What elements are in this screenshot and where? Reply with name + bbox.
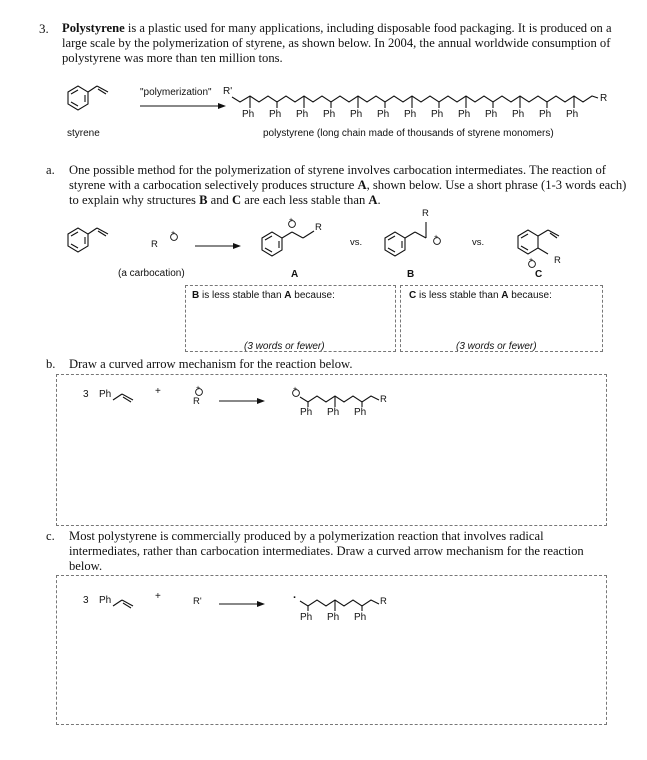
carbocation-R: R: [151, 239, 158, 250]
polymer-end-group: R: [600, 93, 608, 104]
part-c-coefficient: 3: [83, 595, 89, 606]
part-b-text: Draw a curved arrow mechanism for the reaction below.: [69, 357, 353, 371]
part-b-coefficient: 3: [83, 389, 89, 400]
part-c-ph: Ph: [99, 595, 112, 606]
part-b-letter: b.: [46, 357, 56, 371]
part-a-letter: a.: [46, 163, 55, 177]
polymer-chain: [232, 96, 598, 102]
box-B-prompt: B is less stable than A because:: [192, 290, 335, 301]
A-R: R: [315, 222, 322, 233]
part-b-plus: +: [155, 386, 161, 397]
part-a-styrene: [68, 228, 108, 252]
C-R: R: [554, 255, 561, 266]
part-c-radical-dot: ·: [293, 592, 297, 604]
part-c-radical: R': [193, 596, 202, 607]
part-b-cation-plus: +: [196, 385, 201, 392]
label-A: A: [291, 269, 299, 280]
structure-A: [262, 221, 314, 256]
part-c-answer-box[interactable]: [56, 575, 607, 725]
C-plus: +: [529, 257, 534, 264]
B-plus: +: [434, 234, 439, 241]
label-C: C: [535, 269, 543, 280]
polymerization-reagent: "polymerization": [140, 87, 212, 98]
question-number: 3.: [39, 21, 49, 36]
part-c-plus: +: [155, 591, 161, 602]
styrene-structure: [68, 86, 108, 110]
part-c-text: Most polystyrene is commercially produced by a polymerization reaction that involves radical intermediates, rather than carbocation intermediates. Draw a curved arrow mechanism for the reaction below.: [69, 529, 584, 573]
styrene-label: styrene: [67, 128, 100, 139]
polystyrene-label: polystyrene (long chain made of thousands of styrene monomers): [263, 128, 554, 139]
part-b-product-R: R: [380, 394, 387, 405]
initiator-label: R': [223, 86, 233, 97]
arrow-head: [218, 103, 226, 109]
structure-C: [518, 230, 559, 267]
box-C-hint: (3 words or fewer): [456, 341, 537, 352]
B-R: R: [422, 208, 429, 219]
box-B-hint: (3 words or fewer): [244, 341, 325, 352]
polystyrene-term: Polystyrene: [62, 21, 125, 35]
cation-plus: +: [171, 230, 176, 237]
part-a-text: One possible method for the polymerization of styrene involves carbocation intermediates. The reaction of styrene with a carbocation selectively produces structure A, shown below. Use a short phrase (1-3 words each) to explain why structures B and C are each less stable than A.: [69, 163, 627, 207]
part-c-product-R: R: [380, 596, 387, 607]
box-C-prompt: C is less stable than A because:: [409, 290, 552, 301]
A-plus: +: [289, 217, 294, 224]
label-B: B: [407, 269, 415, 280]
intro-text: is a plastic used for many applications, including disposable food packaging. It is produced on a large scale by the polymerization of styrene, as shown below. In 2004, the annual worldwide consumption of polystyrene was more than ten million tons.: [62, 21, 612, 65]
part-b-R: R: [193, 396, 200, 407]
polymer-sidechains: [250, 96, 574, 108]
part-c-letter: c.: [46, 529, 55, 543]
vs-2: vs.: [472, 237, 485, 248]
structure-B: [385, 222, 440, 256]
part-b-ph: Ph: [99, 389, 112, 400]
part-a-arrow-head: [233, 243, 241, 249]
part-b-product-plus: +: [293, 386, 298, 393]
vs-1: vs.: [350, 237, 363, 248]
carbocation-label: (a carbocation): [118, 268, 185, 279]
part-b-answer-box[interactable]: [56, 374, 607, 526]
